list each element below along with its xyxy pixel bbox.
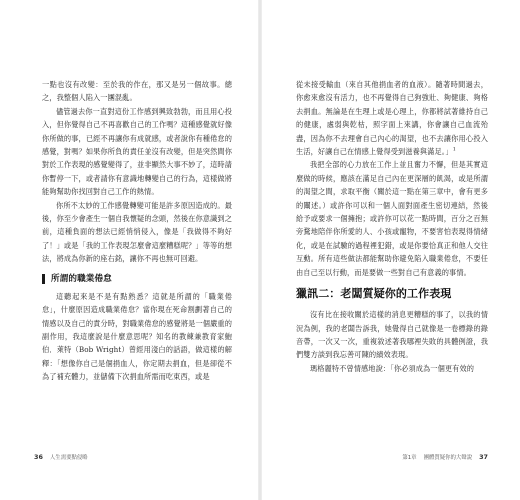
book-gutter: [258, 0, 262, 500]
section-heading-burnout: [42, 272, 232, 286]
right-paragraph-2: 我把全部的心力放在工作上並且奮力不懈，但是其實這麼做的時候，應該在滿足自己內在更深層的飢渴，或是所謂的渴望之間，求取平衡（關於這一點在第三章中，會有更多的闡述。）或許你可以和一個人面對面產生密切連結，然後給予或要求一個擁抱；或許你可以花一點時間，百分之百無旁騖地陪伴你所愛的人、小孩或寵物，不要害怕表現得情緒化，或是在試驗的過程裡犯錯，或是你要恰真正和他人交往互動。所有這些做法都能幫助你避免陷入職業倦怠，不要任由自己至以行動，而是要做一些對自己有意義的事情。: [296, 160, 488, 277]
left-paragraph-1: 一點也沒有改變：至於我的作在，那又是另一個故事。總之，我整個人陷入一團混亂。: [42, 80, 232, 103]
heading-bar-marker: [42, 274, 45, 284]
left-page: [42, 78, 232, 384]
right-paragraph-3: 沒有比在接收關於這樣的消息更糟糕的事了，以我的情況為例，我的老闆告訴我，她覺得自己就像是一卷標錄的錄音帶，一次又一次，重複敘述著我哪裡失敗的具體例證，我們雙方談到我忘善可陳的績效表現。: [296, 310, 488, 360]
section-heading-text: 所謂的職業倦怠: [51, 273, 112, 284]
right-chapter-label: 第1章: [402, 455, 417, 461]
chapter-section-heading: 獵訊二：老闆質疑你的工作表現: [296, 287, 452, 301]
left-page-number: 36: [34, 453, 43, 461]
left-running-title: 人生需要點侵略: [49, 455, 88, 461]
right-page: [296, 78, 488, 375]
left-paragraph-2: 儘管過去你一直對這份工作感到興致勃勃，而且用心投入，但你覺得自己不再喜歡自己的工作嗎？這種感覺就好像你所做的事，已經不再讓你有成就感，或者說你有種倦怠的感覺，對嗎？如果你所負的責任並沒有改變，但是突然間你對於工作表現的感覺變得了，並非顯然大事不妙了，這時請你暫停一下，或者請你有意識地轉變自己的行為，這樣做將能夠幫助你找回對自己工作的熱情。: [42, 106, 232, 197]
right-footer: [402, 453, 488, 461]
left-footer: [34, 453, 88, 461]
right-paragraph-1: [296, 78, 488, 158]
footnote-marker: 1: [452, 146, 457, 153]
left-paragraph-3: 你所不太妙的工作感覺轉變可能是許多原因造成的。最後，你至少會產生一個自我懷疑的念頭，然後在你意識到之前，這種負面的想法已經悄悄侵入，像是「我做得不夠好了！」或是「我的工作表現怎麼會這麼糟糕呢？」等等的想法，將成為你新的座右銘，讓你不再也無可回避。: [42, 200, 232, 264]
left-paragraph-4: 這聽起來是不是有點熟悉？這就是所謂的「職業倦怠」，什麼原因造成職業倦怠？當你現在死命割劃著自己的情感以及自己的責分時，對職業倦怠的感覺將是一個嚴重的副作用，我這麼說是什麼意思呢？知名的教練兼教育家鮑伯．萊特（Bob Wright）曾經用淺白的話語，做這樣的解釋：「想像你自己是個捐血人，你定期去捐血，但是卻從不為了補充體力，並儲備下次捐血所需而吃東西，或是: [42, 291, 232, 382]
right-paragraph-4: 瑪格麗特不曾情感地說：「你必須成為一個更有效的: [310, 363, 475, 373]
right-paragraph-1-text: 從未接受輸血（來自其他捐血者的血液）。隨著時間過去，你愈來愈沒有活力，也不再覺得自己狗強壯、夠健康、夠格去捐血。無論是在生理上或是心理上，你都將試著維持自己的健康，處弱與乾枯，照字面上來講，你會讓自己血流殆盡，因為你不去理會自己內心的渴望，也不去讓你用心投入生活，好讓自己在情感上覺得受到滋養與滿足。」: [296, 80, 488, 157]
right-page-number: 37: [479, 453, 488, 461]
right-running-title: 團體質疑你的大聲說: [423, 455, 473, 461]
